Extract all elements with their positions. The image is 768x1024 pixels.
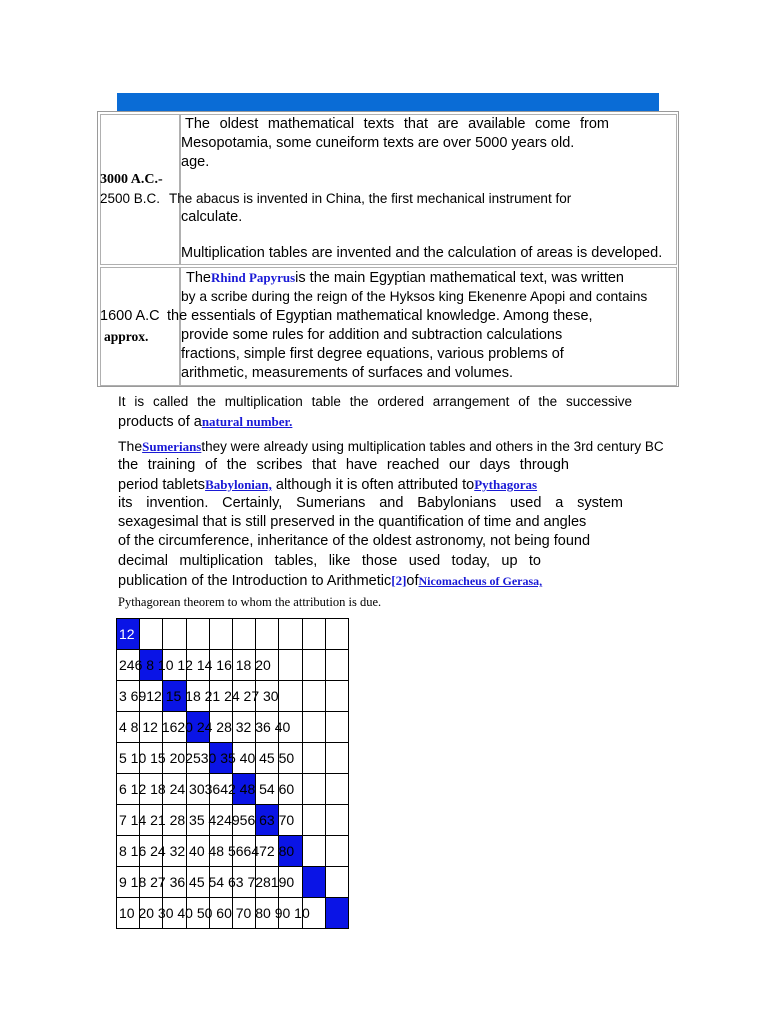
pythagoras-link[interactable]: Pythagoras bbox=[474, 477, 538, 492]
row1-line1: The oldest mathematical texts that are available come from bbox=[185, 116, 609, 132]
row2-line3: the essentials of Egyptian mathematical knowledge. Among these, bbox=[167, 308, 593, 324]
grid-cell bbox=[325, 680, 349, 712]
row2-line6: arithmetic, measurements of surfaces and volumes. bbox=[181, 365, 514, 381]
grid-cell bbox=[302, 711, 326, 743]
grid-row-text: 10 20 30 40 50 60 70 80 90 10 bbox=[119, 905, 310, 921]
grid-cell bbox=[139, 618, 163, 650]
row2-the: The bbox=[186, 270, 211, 286]
rhind-papyrus-link[interactable]: Rhind Papyrus bbox=[211, 270, 296, 285]
grid-cell bbox=[302, 742, 326, 774]
row2-line2: by a scribe during the reign of the Hyksos king Ekenenre Apopi and contains bbox=[181, 289, 648, 304]
grid-cell bbox=[325, 804, 349, 836]
grid-cell-highlight bbox=[325, 897, 349, 929]
row2-line1 bbox=[186, 268, 624, 288]
row2-line1-rest: is the main Egyptian mathematical text, was written bbox=[295, 270, 624, 286]
grid-cell bbox=[278, 649, 302, 681]
row2-date-top: 1600 A.C bbox=[100, 308, 160, 324]
multiplication-table bbox=[116, 618, 350, 928]
grid-cell bbox=[186, 618, 210, 650]
grid-cell bbox=[302, 649, 326, 681]
grid-row-text: 12 bbox=[119, 626, 135, 642]
row1-line6: Multiplication tables are invented and the calculation of areas is developed. bbox=[181, 245, 663, 261]
p2-line8 bbox=[118, 571, 552, 591]
grid-cell bbox=[278, 618, 302, 650]
grid-row-text: 3 6912 15 18 21 24 27 30 bbox=[119, 688, 279, 704]
babylonian-link[interactable]: Babylonian, bbox=[205, 477, 272, 492]
grid-row-text: 4 8 12 1620 24 28 32 36 40 bbox=[119, 719, 291, 735]
row1-line4: The abacus is invented in China, the first mechanical instrument for bbox=[169, 191, 572, 206]
grid-cell bbox=[278, 680, 302, 712]
row2-line4: provide some rules for addition and subtraction calculations bbox=[181, 327, 563, 343]
grid-cell bbox=[302, 680, 326, 712]
grid-cell bbox=[232, 618, 256, 650]
grid-cell bbox=[209, 618, 233, 650]
row2-date-bottom: approx. bbox=[104, 329, 149, 344]
p2-line6: of the circumference, inheritance of the oldest astronomy, not being found bbox=[118, 533, 591, 549]
grid-cell bbox=[302, 835, 326, 867]
grid-row-text: 8 16 24 32 40 48 566472 80 bbox=[119, 843, 295, 859]
p1-line1: It is called the multiplication table the ordered arrangement of the successive bbox=[118, 394, 632, 409]
grid-row-text: 6 12 18 24 303642 48 54 60 bbox=[119, 781, 295, 797]
p1-line2 bbox=[118, 412, 322, 432]
grid-cell bbox=[302, 618, 326, 650]
p2-line1-rest: they were already using multiplication tables and others in the 3rd century BC bbox=[201, 439, 664, 454]
header-bar bbox=[117, 93, 659, 111]
grid-row-text: 9 18 27 36 45 54 63 728190 bbox=[119, 874, 295, 890]
p2-line1 bbox=[118, 437, 664, 456]
reference-link[interactable]: [2] bbox=[391, 573, 407, 588]
row1-line3: age. bbox=[181, 154, 210, 170]
grid-cell bbox=[325, 649, 349, 681]
grid-cell bbox=[325, 866, 349, 898]
p2-line3-pre: period tablets bbox=[118, 477, 206, 493]
grid-row-text: 7 14 21 28 35 424956 63 70 bbox=[119, 812, 295, 828]
row1-date-top: 3000 A.C.- bbox=[100, 172, 163, 187]
p2-line8-pre: publication of the Introduction to Arithmetic bbox=[118, 573, 392, 589]
grid-cell bbox=[325, 835, 349, 867]
p2-line5: sexagesimal that is still preserved in the quantification of time and angles bbox=[118, 514, 587, 530]
p2-line4: its invention. Certainly, Sumerians and Babylonians used a system bbox=[118, 495, 623, 511]
row1-line2: Mesopotamia, some cuneiform texts are over 5000 years old. bbox=[181, 135, 575, 151]
p2-line2: the training of the scribes that have reached our days through bbox=[118, 457, 569, 473]
nicomacheus-link[interactable]: Nicomacheus of Gerasa, bbox=[418, 574, 543, 588]
natural-number-link[interactable]: natural number. bbox=[201, 414, 293, 429]
grid-cell bbox=[325, 711, 349, 743]
grid-cell bbox=[325, 742, 349, 774]
row2-line5: fractions, simple first degree equations, various problems of bbox=[181, 346, 564, 362]
grid-cell bbox=[162, 618, 186, 650]
p2-the: The bbox=[118, 438, 143, 454]
grid-row-text: 246 8 10 12 14 16 18 20 bbox=[119, 657, 271, 673]
grid-cell bbox=[302, 804, 326, 836]
p2-line7: decimal multiplication tables, like those used today, up to bbox=[118, 553, 541, 569]
row1-date-bottom: 2500 B.C. bbox=[100, 191, 161, 206]
p2-line9: Pythagorean theorem to whom the attribution is due. bbox=[118, 595, 382, 609]
grid-cell bbox=[302, 773, 326, 805]
p2-line3 bbox=[118, 475, 553, 495]
grid-cell-highlight bbox=[302, 866, 326, 898]
row1-line5: calculate. bbox=[181, 209, 243, 225]
p1-line2-text: products of a bbox=[118, 414, 202, 430]
grid-row-text: 5 10 15 202530 35 40 45 50 bbox=[119, 750, 295, 766]
p2-line3-mid: although it is often attributed to bbox=[271, 477, 475, 493]
grid-cell bbox=[325, 618, 349, 650]
grid-cell bbox=[255, 618, 279, 650]
grid-cell bbox=[325, 773, 349, 805]
p2-of: of bbox=[406, 573, 419, 589]
sumerians-link[interactable]: Sumerians bbox=[142, 439, 202, 454]
